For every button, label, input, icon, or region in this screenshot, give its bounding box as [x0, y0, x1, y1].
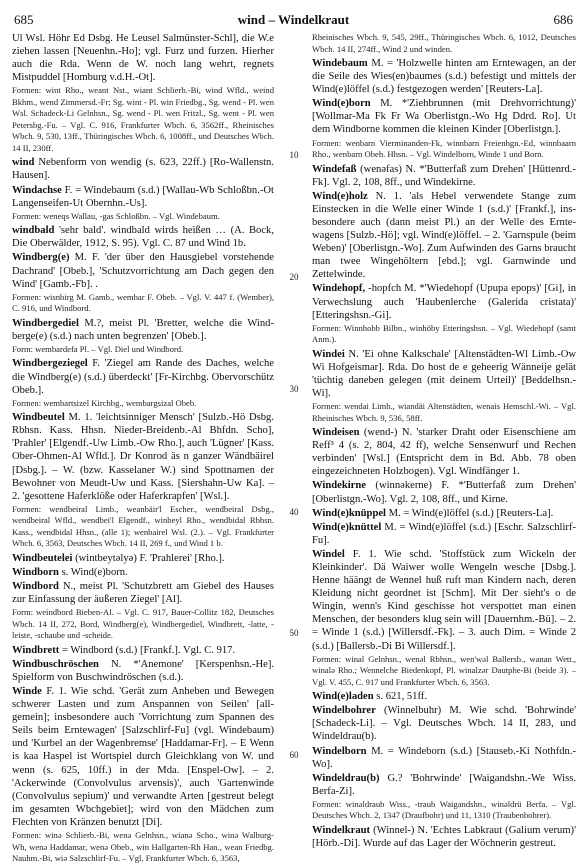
page-header — [0, 12, 587, 28]
dictionary-entry — [12, 566, 274, 579]
entry-text: Nebenform von wendig (s. 623, 22ff.) [Ro-Wallenstn. Hausen]. — [12, 157, 274, 182]
headword: Windbergeziegel — [12, 358, 88, 370]
entry-text: M. *'Ziehbrunnen (mit Drehvorrichtung)' [Wollmar-Ma Fk Fr Wa Oberlistgn.-Wo Hg Ddrd. Ro]. Ut dem Windborne kommen die kleinen Kinder [Oberlistgn.]. — [312, 98, 576, 136]
dictionary-entry — [312, 97, 576, 136]
dictionary-entry — [312, 507, 576, 520]
left-column — [12, 32, 274, 867]
running-title: wind – Windelkraut — [237, 12, 350, 27]
dictionary-entry — [12, 644, 274, 657]
line-number: 30 — [289, 384, 299, 394]
dictionary-entry — [12, 411, 274, 503]
headword: Wind(e)born — [312, 98, 371, 110]
entry-text: (Winnelbuhr) M. Wie schd. 'Bohrwinde' [Schadeck-Li]. – Vgl. Deutsches Wbch. 14 II, 283, und Windeldrau(b). — [312, 705, 576, 743]
entry-text: M. 1. 'leichtsinniger Mensch' [Sulzb.-Hö Dsbg. Rbhsn. Kass. Hhsn. Nieder-Breidenb.-Al Bhfdn. Scho], 'Prahler' [Elgendf.-Uw Limb.-Ow Rho.], auch 'Lügner' [Kass. Ober-Ohmen-Al Wfld.]. Dr Konrod äs n ganzer Wändbäirel [Dsbg.]. – W. (bzw. Kasselaner W.) sind Spottnamen der Bewohner von Meudt-Uw und Kass. [Siershahn-Uw Ka]. – 2. 'gesottene Haferklöße oder Haferkrapfen' [Wsl.]. — [12, 412, 274, 502]
headword: Windel — [312, 548, 345, 560]
dictionary-entry — [12, 658, 274, 684]
headword: Windbuschröschen — [12, 658, 99, 670]
forms-note: Formen: wint Rho., weant Nst., wiant Schlierb.-Bi, wind Wfld., weind Bkhm., wend Zimmersd.-Fr; Sg. wint - Pl. win Friedbg., Sg. wend - Pl. wen Wsl. Schadeck-Li Gelnhsn., Sg. wend - Pl. wen Fritzl., Sg. went - Pl. wen Petersbg.-Fu. – Vgl. C. 916, Frankfurter Wbch. 6, 3562ff., Rheinisches Wbch. 9, 530, 13ff., Thüringisches Wbch. 6, 1008ff., und Deutsches Wbch. 14 II, 230ff. — [12, 85, 274, 153]
dictionary-entry — [12, 552, 274, 565]
dictionary-entry — [312, 772, 576, 798]
entry-text: -hopfch M. *'Wiedehopf (Upupa epops)' [Gi], in Verwechslung auch 'Haubenlerche (Galerida cristata)' [Etteringshsn.-Gi]. — [312, 283, 576, 321]
line-number: 40 — [289, 507, 299, 517]
entry-text: M. = Wind(e)löffel (s.d.) [Eschr. Salzschlirf-Fu]. — [312, 521, 576, 546]
headword: Windberg(e) — [12, 252, 70, 264]
forms-note: Formen: winal Gelnhsn., wenəl Rbhsn., wen'wəl Ballersb., wanan Wett., winalə Rho.; Wennelche Biedenkopf, Pl. winalzər Dautphe-Bi (beide 3). – Vgl. V. 455, C. 917 und Frankfurter Wbch. 6, 3563. — [312, 653, 576, 687]
headword: Windefaß — [312, 163, 357, 175]
headword: Windbeutel — [12, 412, 65, 424]
forms-note: Formen: wendbeiral Limb., weanbäir'l Escher., wendbeiral Dsbg., wendbeiral Wfld., wendbei'l Elgendf., winbeyl Rho., wendbidal Rbhsn. Kass., wendbidal Hhsn., (alle 1); wenbairel Wsl. (2.). – Vgl. Frankfurter Wbch. 6, 3563, Deutsches Wbch. 14 II, 269 f., und Wind 1 b. — [12, 503, 274, 549]
entry-text: F. 1. Wie schd. 'Stoffstück zum Wickeln der Kleinkinder'. Dä Waiwer wolle Wengeln wesche [Dsbg.]. Henne häängt de Wennel huß ruft man Kindern nach, deren Kleidung nicht geordnet ist [Schm]. Mit Der sieht's o de Wingin, wenn's Kind geschisse hot verspottet man einen Menschen, der besonders klug sein will [Dauernhm.-Bü]. – 2. = Winde 1 (s.d.) [Willersdf.-Fk]. – 3. auch Dim. = Winde 2 (s.d.) [Ballersb.-Di Bi Willersdf.]. — [312, 548, 576, 652]
headword: Windelborn — [312, 745, 367, 757]
headword: Windbord — [12, 581, 59, 593]
dictionary-entry — [312, 690, 576, 703]
headword: Wind(e)knüttel — [312, 521, 382, 533]
headword: Wind(e)knüppel — [312, 507, 386, 519]
forms-note: Formen: wendai Limb., wiandäi Altenstädten, wenais Hemschl.-Wi. – Vgl. Rheinisches Wbch. 9, 536, 58ff. — [312, 401, 576, 423]
entry-text: F. 'Ziegel am Rande des Daches, welche die Windberg(e) (s.d.) überdeckt' [Fr-Kirchbg. Obervorschütz Obeb.]. — [12, 358, 274, 396]
forms-note: Formen: winəldraub Wiss., -traub Waigandshn., winəldrü Berfa. – Vgl. Deutsches Wbch. 2, 1347 (Draufbohr) und 11, 1310 (Traubenbohrer). — [312, 798, 576, 821]
entry-text: G.? 'Bohrwinde' [Waigandshn.-We Wiss. Berfa-Zi]. — [312, 772, 576, 797]
headword: Wind(e)holz — [312, 190, 368, 202]
entry-text: = Windbord (s.d.) [Frankf.]. Vgl. C. 917. — [59, 644, 236, 656]
entry-text: M.?, meist Pl. 'Bretter, welche die Windberge(e) (s.d.) nach unten begrenzen' [Obeb.]. — [12, 317, 274, 342]
right-column — [312, 32, 576, 851]
dictionary-entry — [12, 251, 274, 290]
headword: wind — [12, 157, 35, 169]
entry-text: (Winnel-) N. 'Echtes Labkraut (Galium verum)' [Hörb.-Di]. Wurde auf das Lager der Wöchnerin gestreut. — [312, 824, 576, 849]
forms-note: Formen: wisnbirg M. Gamb., wembar F. Obeb. – Vgl. V. 447 f. (Wember), C. 916, und Windbord. — [12, 291, 274, 314]
continued-text: Ul Wsl. Höhr Ed Dsbg. He Leusel Salmünster-Schl], die W.e ziehen lassen [Neuenhn.-Ho]; vgl. Furz und furzen. Hierher auch die Rda. Wenn de W. noch lang wehrt, regnets Mistpuddel [Homburg v.d.H.-Ot]. — [12, 33, 274, 84]
dictionary-entry — [12, 317, 274, 343]
dictionary-entry — [12, 685, 274, 829]
dictionary-entry — [312, 521, 576, 547]
dictionary-entry — [312, 190, 576, 282]
headword: Windborn — [12, 566, 59, 578]
entry-text: M. = Wind(e)löffel (s.d.) [Reuters-La]. — [386, 507, 554, 519]
headword: Windeisen — [312, 427, 360, 439]
page-number-left: 685 — [14, 12, 34, 27]
entry-text: F. = Windebaum (s.d.) [Wallau-Wb Schloßbn.-Ot Langenseifen-Ut Obernhn.-Us]. — [12, 184, 274, 209]
forms-note: Formen: weneqs Wallau, -gas Schloßbn. – Vgl. Windebaum. — [12, 210, 220, 221]
forms-note: Form: wembardefa Pl. – Vgl. Diel und Windbord. — [12, 343, 184, 354]
entry-text: (wenəfas) N. *'Butterfaß zum Drehen' [Hüttenrd.-Fk]. Vgl. 2, 108, 8ff., und Windekirne. — [312, 163, 576, 188]
dictionary-entry — [312, 704, 576, 743]
entry-text: 'sehr bald'. windbald wirds heißen … (A. Bock, Die Oberwälder, 1912, S. 95). Vgl. C. 87 und Wind 1b. — [12, 225, 274, 250]
headword: Windehopf, — [312, 283, 366, 295]
forms-note: Formen: Winnhobb Bilbn., winhöby Etteringshsn. – Vgl. Wiedehopf (samt Anm.). — [312, 322, 576, 345]
headword: Windbrett — [12, 644, 60, 656]
dictionary-entry — [312, 479, 576, 505]
dictionary-entry — [312, 57, 576, 96]
dictionary-entry — [312, 426, 576, 478]
dictionary-entry — [12, 580, 274, 606]
dictionary-entry — [312, 348, 576, 400]
entry-text: M. F. 'der über den Hausgiebel vorstehende Dachrand' [Obeb.], 'Schutzvorrichtung am Dach gegen den Wind' [Gamb.-Fb]. . — [12, 252, 274, 290]
forms-note: Formen: wembartsizel Kirchbg., wembargsizal Obeb. — [12, 397, 197, 408]
entry-text: (winnəkerne) F. *'Butterfaß zum Drehen' [Oberlistgn.-Wo]. Vgl. 2, 108, 8ff., und Kirne. — [312, 480, 576, 505]
headword: Windeldrau(b) — [312, 772, 380, 784]
entry-text: (wend-) N. 'starker Draht oder Eisenschiene am Reff³ 4 (s. 2, 804, 42 ff), welche Sensenwurf und Rechen verbinden' [Wsl.] (Entspricht dem in Bd. Abb. 78 oben eingezeichneten Holzbogen). Vgl. Windfänger 1. — [312, 427, 576, 478]
forms-note: Form: weindbord Bieben-Al. – Vgl. C. 917, Bauer-Collitz 182, Deutsches Wbch. 14 II, 272, Bord, Windberg(e), Windbergediel, Windbrett, -latte, -leiste, -schaube und -scheide. — [12, 607, 274, 641]
dictionary-entry — [12, 357, 274, 396]
entry-text: N. 'Ei ohne Kalkschale' [Altenstädten-Wl Limb.-Ow Wi Hofgeismar]. Rda. Do host de e geheerig Wänneije gelät 'tüchtig daneben gelegen (mit deinem Urteil)' [Beddelhsn.-Wi]. — [312, 348, 576, 399]
headword: Windekirne — [312, 480, 366, 492]
headword: Windelbohrer — [312, 705, 376, 717]
dictionary-entry — [312, 824, 576, 850]
dictionary-entry — [312, 282, 576, 321]
dictionary-entry — [12, 224, 274, 250]
headword: Windelkraut — [312, 824, 371, 836]
entry-text: (wintbeytəlyə) F. 'Prahlerei' [Rho.]. — [72, 552, 225, 564]
page-number-right: 686 — [553, 12, 573, 27]
dictionary-entry — [312, 548, 576, 653]
entry-text: M. = 'Holzwelle hinten am Erntewagen, an der die Seile des Wies(en)baumes (s.d.) befestigt und mittels der Wind(e)löffel (s.d.) festgezogen werden' [Reuters-La]. — [312, 58, 576, 96]
headword: Winde — [12, 686, 42, 697]
headword: Windbeutelei — [12, 552, 73, 564]
headword: Windebaum — [312, 58, 368, 69]
headword: Windei — [312, 348, 345, 360]
entry-text: s. Wind(e)born. — [58, 566, 128, 578]
forms-note: Formen: wenbarn Vierminanden-Fk, winnbarn Freienhgn.-Ed, winnbaarn Rho., wenbarn Obeh. Hhsn. – Vgl. Windelborn, Winde 1 und Born. — [312, 137, 576, 160]
entry-text: N. 1. 'als Hebel verwendete Stange zum Einstecken in die Welle einer Winde 1 (s.d.)' [Frankf.], insbesondere auch (dann meist Pl.) an der Welle des Erntewagens [Sulzb.-Hö]; vgl. Wind(e)löffel. – 2. 'Garnspule (beim Weben)' [Oberlistgn.-Wo]. Zum Aufwinden des Garns braucht man twee Wingehöltern [ebd.]; vgl. Garnwinde und Zettelwinde. — [312, 190, 576, 281]
line-number: 60 — [289, 750, 299, 760]
entry-text: s. 621, 51ff. — [373, 691, 427, 703]
dictionary-entry — [12, 184, 274, 210]
headword: Wind(e)laden — [312, 691, 374, 703]
line-number: 10 — [289, 150, 299, 160]
line-number: 50 — [289, 628, 299, 638]
forms-note: Formen: winə Schlierb.-Bi, wenə Gelnhsn., wianə Scho., winə Walburg-Wh, wenə Haddamar, wenə Obeb., win Hallgarten-Rh Han., wean Friedbg. Nauhm.-Bi, wiə Salzschlirf-Fu. – Vgl. Frankfurter Wbch. 6, 3563, — [12, 830, 274, 864]
dictionary-entry — [12, 156, 274, 182]
dictionary-entry — [312, 745, 576, 771]
dictionary-entry — [312, 163, 576, 189]
forms-note: Rheinisches Wbch. 9, 545, 29ff., Thüringisches Wbch. 6, 1012, Deutsches Wbch. 14 II, 274ff., Wind 2 und winden. — [312, 32, 576, 54]
headword: Windachse — [12, 184, 62, 196]
headword: windbald — [12, 225, 55, 237]
headword: Windbergediel — [12, 317, 79, 329]
entry-text: M. = Windeborn (s.d.) [Stauseb.-Ki Nothfdn.-Wo]. — [312, 745, 576, 770]
line-number: 20 — [289, 272, 299, 282]
entry-text: N., meist Pl. 'Schutzbrett am Giebel des Hauses zur Einfassung der äußeren Ziegel' [Al]. — [12, 581, 274, 606]
entry-text: F. 1. Wie schd. 'Gerät zum Anheben und Bewegen schwerer Lasten und zum Anspannen von Seilen' [allgemein]; insbesondere auch 'Vorrichtung zum Spannen des Seils beim Erntewagen' [Salzschlirf-Fu] (vgl. Windebaum) und 'Kurbel an der Wagenbremse' [Haddamar-Fr]. – E Wenn is kaa Haspel ist Wortspiel durch Gleichklang von W. und wenn (s. 625, 10ff.) in der Mda. [Enspel-Ow]. – 2. 'Ackerwinde (Convolvulus arvensis)', auch 'Gartenwinde (Convolvulus sepium)' und verwandte Arten [gestreut belegt im gesamten Wbchgebiet]; wird von den Mädchen zum Flechten von Kränzen benutzt [Di]. — [12, 686, 274, 828]
entry-text: N. *'Anemone' [Kerspenhsn.-He]. Spielform von Buschwindröschen (s.d.). — [12, 658, 274, 683]
